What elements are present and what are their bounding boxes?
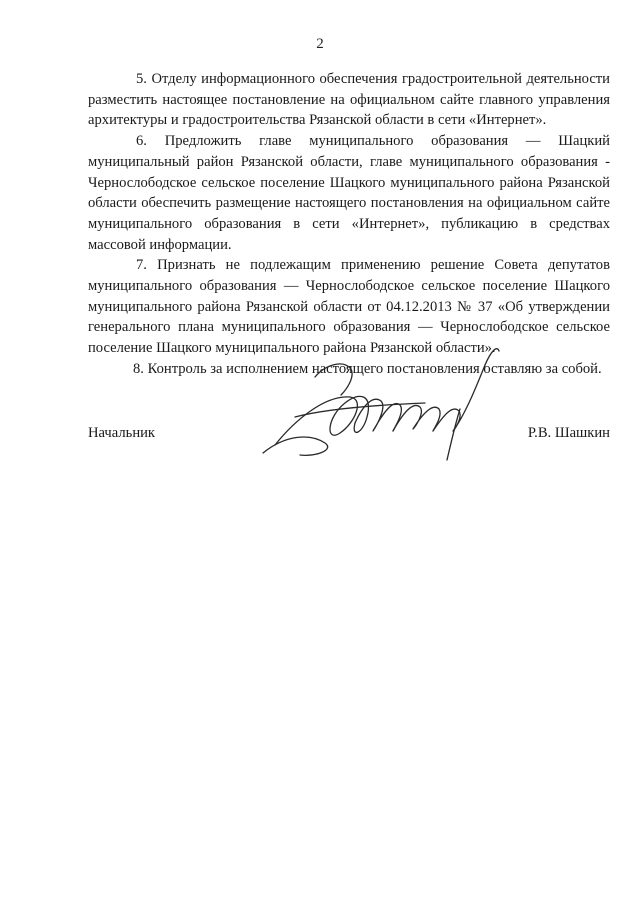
paragraph-8: 8. Контроль за исполнением настоящего постановления оставляю за собой. (133, 360, 602, 377)
paragraph-5: 5. Отделу информационного обеспечения градостроительной деятельности разместить настоящее постановление на официальном сайте главного управления архитектуры и градостроительства Рязанской области в сети «Интернет». (88, 71, 610, 129)
page-number: 2 (316, 36, 324, 52)
paragraph-7: 7. Признать не подлежащим применению решение Совета депутатов муниципального образования — Чернослободское сельское поселение Шацкого муниципального района Рязанской области от 04.12.2013 № 37 «Об утверждении генерального плана муниципального образования — Чернослободское сельское поселение Шацкого муниципального района Рязанской области». (88, 257, 610, 357)
position-title: Начальник (88, 425, 156, 441)
signature-block (88, 415, 610, 445)
handwritten-signature (255, 325, 515, 475)
paragraph-6: 6. Предложить главе муниципального образования — Шацкий муниципальный район Рязанской области, главе муниципального образования - Чернослободское сельское поселение Шацкого муниципального района Рязанской области обеспечить размещение настоящего постановления на официальном сайте муниципального образования в сети «Интернет», публикацию в средствах массовой информации. (88, 133, 610, 253)
signer-name: Р.В. Шашкин (527, 425, 610, 441)
